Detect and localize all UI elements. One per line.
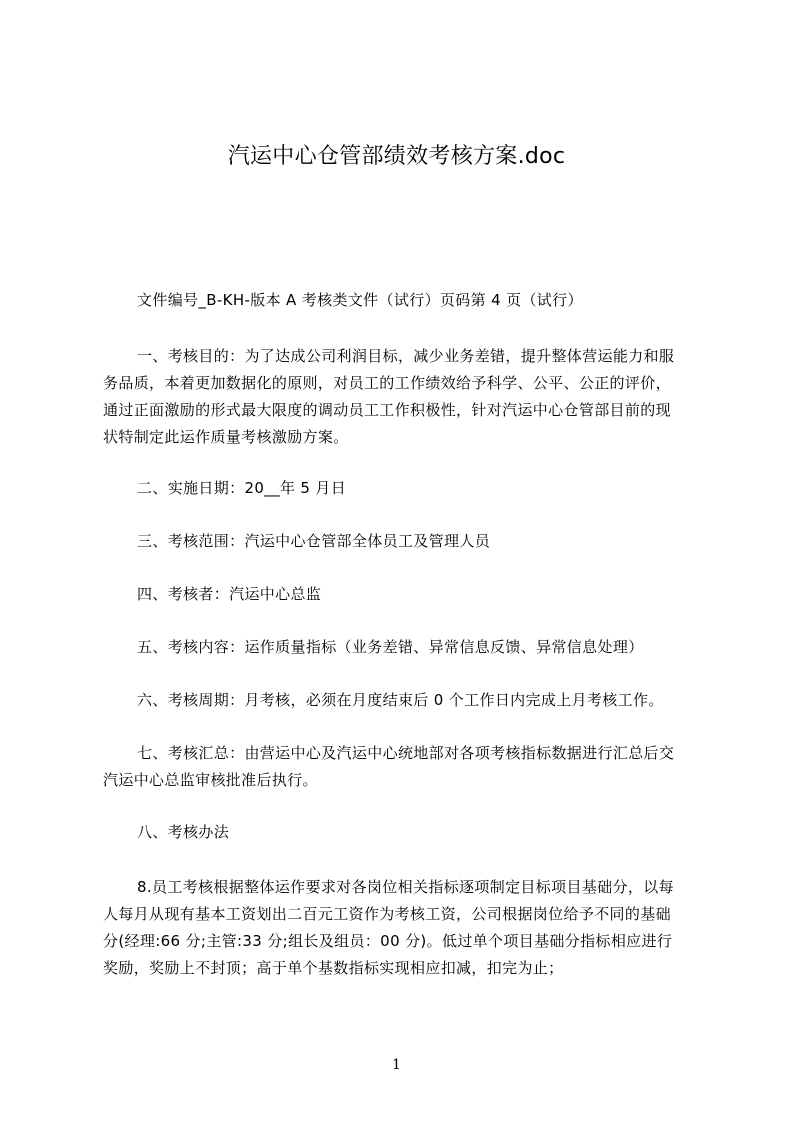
section-method-text: 八、考核办法 (137, 823, 230, 841)
section-summary-line: 七、考核汇总：由营运中心及汽运中心统地部对各项考核指标数据进行汇总后交 (137, 744, 675, 762)
document-title: 汽运中心仓管部绩效考核方案.doc (227, 144, 566, 169)
section-date (137, 475, 737, 502)
section-assessor-text: 四、考核者：汽运中心总监 (137, 585, 322, 603)
document-header-line (137, 287, 737, 314)
section-scope-text: 三、考核范围：汽运中心仓管部全体员工及管理人员 (137, 532, 491, 550)
section-date-text: 二、实施日期：20__年 5 月日 (137, 479, 347, 497)
section-purpose (103, 343, 703, 451)
section-content (137, 634, 737, 661)
section-method-item-line: 8.员工考核根据整体运作要求对各岗位相关指标逐项制定目标项目基础分，以每 (137, 878, 674, 896)
section-content-text: 五、考核内容：运作质量指标（业务差错、异常信息反馈、异常信息处理） (137, 638, 644, 656)
page-number: 1 (392, 1057, 401, 1073)
section-summary-line: 汽运中心总监审核批准后执行。 (103, 771, 318, 789)
section-period (137, 687, 737, 714)
section-period-text: 六、考核周期：月考核，必须在月度结束后 0 个工作日内完成上月考核工作。 (137, 691, 664, 709)
section-method-item-line: 人每月从现有基本工资划出二百元工资作为考核工资，公司根据岗位给予不同的基础 (103, 905, 671, 923)
section-purpose-line: 务品质，本着更加数据化的原则，对员工的工作绩效给予科学、公平、公正的评价， (103, 374, 671, 392)
section-method (137, 819, 737, 846)
section-assessor (137, 581, 737, 608)
section-purpose-line: 一、考核目的：为了达成公司利润目标，减少业务差错，提升整体营运能力和服 (137, 347, 675, 365)
section-purpose-line: 状特制定此运作质量考核激励方案。 (103, 428, 349, 446)
section-scope (137, 528, 737, 555)
section-method-item-line: 分(经理:66 分;主管:33 分;组长及组员：00 分)。低过单个项目基础分指标相应进行 (103, 932, 673, 950)
header-line-text: 文件编号_B-KH-版本 A 考核类文件（试行）页码第 4 页（试行） (137, 291, 583, 309)
section-method-item (103, 874, 703, 982)
section-purpose-line: 通过正面激励的形式最大限度的调动员工工作积极性，针对汽运中心仓管部目前的现 (103, 401, 671, 419)
section-summary (103, 740, 703, 794)
section-method-item-line: 奖励，奖励上不封顶；高于单个基数指标实现相应扣减，扣完为止； (103, 959, 564, 977)
